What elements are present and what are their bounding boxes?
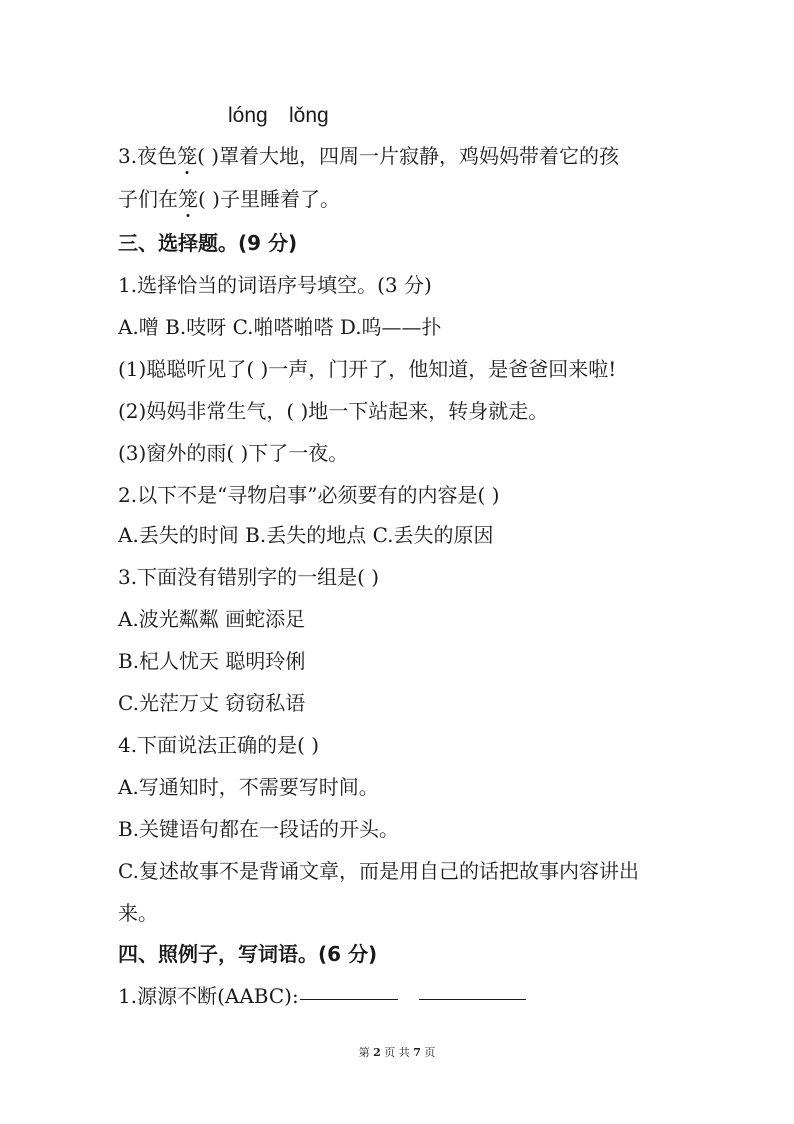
word-q1-prompt: 1.源源不断(AABC): [118, 984, 299, 1008]
line-text: 子里睡着了。 [219, 187, 340, 211]
pinyin-long2: lóng [228, 104, 268, 127]
choice-q3-option-a: A.波光粼粼 画蛇添足 [118, 607, 306, 631]
choice-q2-options: A.丢失的时间 B.丢失的地点 C.丢失的原因 [118, 523, 494, 547]
line-prefix: 3.夜色 [118, 144, 178, 168]
pinyin-long3: lǒng [289, 104, 329, 127]
answer-blank[interactable]: ( ) [198, 187, 220, 211]
page-footer [0, 1044, 794, 1060]
answer-line-2[interactable] [419, 999, 526, 1000]
footer-pre: 第 [358, 1046, 370, 1059]
dotted-char: 笼 [178, 187, 198, 211]
choice-q2-prompt: 2.以下不是“寻物启事”必须要有的内容是( ) [118, 483, 500, 507]
answer-line-1[interactable] [300, 999, 398, 1000]
line-text: 罩着大地，四周一片寂静，鸡妈妈带着它的孩 [219, 144, 620, 168]
footer-mid1: 页 [384, 1046, 396, 1059]
choice-q1-item-2: (2)妈妈非常生气，( )地一下站起来，转身就走。 [118, 399, 549, 423]
footer-post: 页 [424, 1046, 436, 1059]
footer-total-pages: 7 [413, 1046, 421, 1059]
choice-q1-item-3: (3)窗外的雨( )下了一夜。 [118, 441, 349, 465]
footer-mid2: 共 [398, 1046, 410, 1059]
choice-q1-item-1: (1)聪聪听见了( )一声，门开了，他知道，是爸爸回来啦! [118, 357, 617, 381]
line-prefix: 子们在 [118, 187, 178, 211]
footer-page-number: 2 [373, 1046, 381, 1059]
section-4-heading: 四、照例子，写词语。(6 分) [118, 942, 378, 966]
choice-q4-option-c-cont: 来。 [118, 901, 158, 925]
choice-q3-option-c: C.光茫万丈 窃窃私语 [118, 691, 306, 715]
choice-q1-prompt: 1.选择恰当的词语序号填空。(3 分) [118, 273, 432, 297]
choice-q4-option-a: A.写通知时，不需要写时间。 [118, 775, 379, 799]
choice-q4-option-b: B.关键语句都在一段话的开头。 [118, 817, 400, 841]
choice-q3-option-b: B.杞人忧天 聪明玲俐 [118, 649, 306, 673]
dotted-char: 笼 [177, 144, 198, 168]
choice-q4-prompt: 4.下面说法正确的是( ) [118, 733, 320, 757]
answer-blank[interactable]: ( ) [197, 144, 220, 168]
choice-q3-prompt: 3.下面没有错别字的一组是( ) [118, 565, 380, 589]
section-3-heading: 三、选择题。(9 分) [118, 231, 298, 255]
fill-question-3-line1 [118, 142, 619, 170]
fill-question-3-line2 [118, 185, 340, 213]
choice-q4-option-c: C.复述故事不是背诵文章，而是用自己的话把故事内容讲出 [118, 859, 639, 883]
choice-q1-options: A.噌 B.吱呀 C.啪嗒啪嗒 D.呜——扑 [118, 315, 442, 339]
